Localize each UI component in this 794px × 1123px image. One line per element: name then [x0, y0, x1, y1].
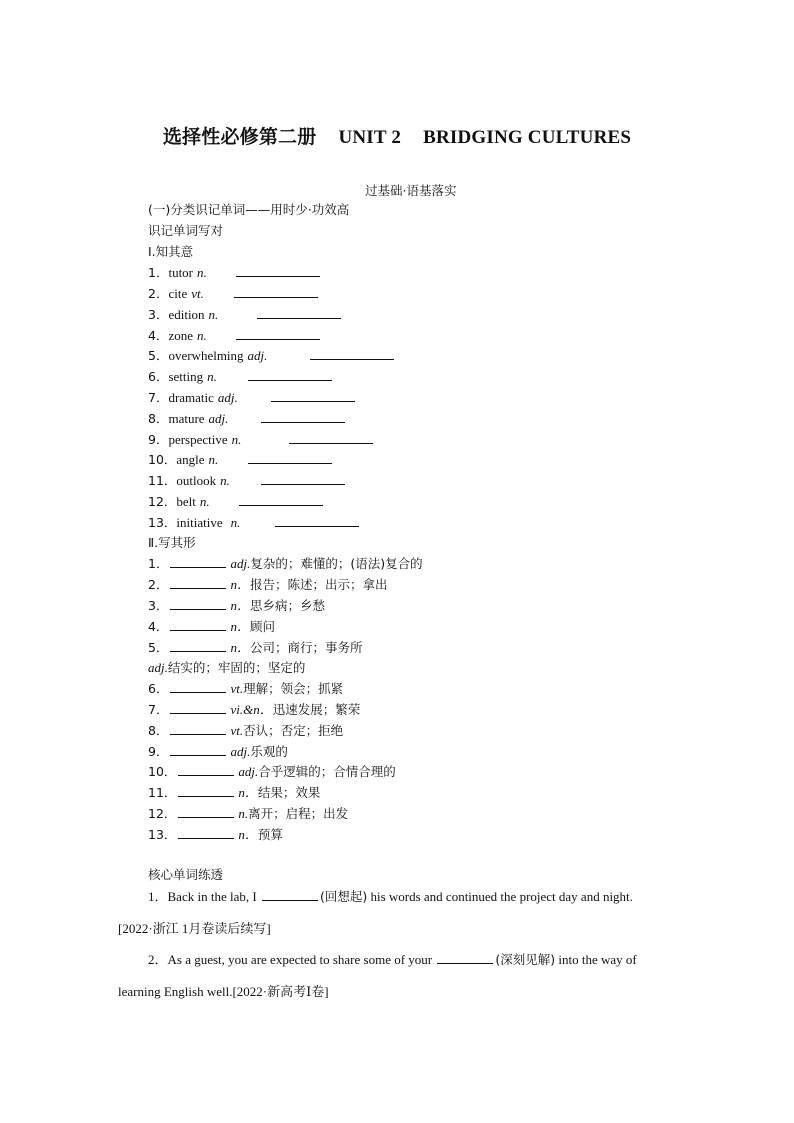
item-pos: vt. [230, 681, 244, 696]
item-number: 11． [148, 473, 177, 488]
item-number: 5． [148, 348, 169, 363]
item-word: angle [176, 452, 205, 467]
item-word: overwhelming [168, 348, 244, 363]
item-word: cite [168, 286, 188, 301]
list-item [148, 452, 218, 468]
item-pos: n. [196, 328, 207, 343]
question-text: his words and continued the project day and night. [370, 889, 633, 904]
item-word: zone [168, 328, 193, 343]
list-item [148, 494, 210, 510]
item-pos: n． [238, 827, 258, 842]
answer-blank[interactable] [248, 369, 332, 381]
item-number: 4． [148, 328, 169, 343]
answer-blank[interactable] [289, 432, 373, 444]
item-pos: n. [208, 452, 219, 467]
list-item [148, 577, 387, 593]
answer-blank[interactable] [248, 452, 332, 464]
item-pos: n. [231, 432, 242, 447]
item-word: edition [168, 307, 205, 322]
answer-blank[interactable] [310, 348, 394, 360]
answer-blank[interactable] [170, 598, 226, 610]
item-meaning: 乐观的 [250, 744, 288, 759]
item-number: 13． [148, 827, 177, 842]
practice-heading: 核心单词练透 [148, 867, 224, 882]
list-item [148, 764, 396, 780]
item-number: 10． [148, 452, 177, 467]
list-item [148, 411, 228, 427]
question-source: [2022·浙江 1月卷读后续写] [118, 921, 271, 936]
answer-blank[interactable] [236, 265, 320, 277]
item-number: 1． [148, 265, 169, 280]
item-meaning: 报告；陈述；出示；拿出 [249, 577, 388, 592]
section-title: (一)分类识记单词——用时少·功效高 [148, 202, 350, 217]
question-text: Back in the lab, I [167, 889, 257, 904]
answer-blank[interactable] [271, 390, 355, 402]
list-item [148, 640, 362, 656]
answer-blank[interactable] [234, 286, 318, 298]
list-item [148, 827, 283, 843]
item-pos: n. [238, 806, 249, 821]
item-number: 6． [148, 681, 169, 696]
answer-blank[interactable] [257, 307, 341, 319]
item-number: 11． [148, 785, 177, 800]
list-item [148, 390, 238, 406]
list-item [148, 348, 267, 364]
practice-question-1 [148, 889, 633, 905]
item-pos: n. [207, 369, 217, 384]
item-pos: n． [238, 785, 258, 800]
item-meaning: 复杂的；难懂的；(语法)复合的 [250, 556, 423, 571]
item-number: 12． [148, 806, 177, 821]
list-item [148, 369, 217, 385]
item-pos: vi.&n． [230, 702, 273, 717]
item-pos: vt. [230, 723, 244, 738]
item-word: dramatic [168, 390, 214, 405]
item-meaning: 结果；效果 [257, 785, 321, 800]
item-number: 13． [148, 515, 177, 530]
item-pos: n. [220, 473, 230, 488]
item-meaning: 离开；启程；出发 [248, 806, 349, 821]
list-item [148, 723, 343, 739]
item-pos: n． [230, 640, 250, 655]
answer-blank[interactable] [170, 556, 226, 568]
answer-blank[interactable] [170, 619, 226, 631]
item-number: 5． [148, 640, 169, 655]
item-meaning: 否认；否定；拒绝 [243, 723, 344, 738]
item-number: 8． [148, 411, 169, 426]
item-pos: n． [230, 598, 250, 613]
answer-blank[interactable] [170, 702, 226, 714]
answer-blank[interactable] [178, 764, 234, 776]
answer-blank[interactable] [239, 494, 323, 506]
list-item [148, 556, 423, 572]
item-number: 6． [148, 369, 169, 384]
item-word: mature [168, 411, 205, 426]
list-item [148, 702, 360, 718]
item-pos: n． [230, 577, 250, 592]
question-text: learning English well. [118, 984, 233, 999]
answer-blank[interactable] [170, 744, 226, 756]
item-meaning: 结实的；牢固的；坚定的 [167, 660, 306, 675]
item-meaning: 顾问 [249, 619, 275, 634]
item-number: 9． [148, 432, 169, 447]
answer-blank[interactable] [261, 411, 345, 423]
list-item [148, 598, 325, 614]
part-i-heading: Ⅰ.知其意 [148, 244, 194, 259]
subsection-title: 识记单词写对 [148, 223, 224, 238]
item-number: 2． [148, 577, 169, 592]
item-number: 12． [148, 494, 177, 509]
answer-blank[interactable] [178, 827, 234, 839]
answer-blank[interactable] [170, 640, 226, 652]
list-item [148, 432, 241, 448]
question-text: As a guest, you are expected to share some of your [167, 952, 433, 967]
answer-blank[interactable] [261, 473, 345, 485]
item-pos: adj. [208, 411, 229, 426]
list-item [148, 265, 207, 281]
item-pos: adj. [230, 744, 251, 759]
question-hint: (深刻见解) [495, 952, 556, 967]
item-pos: n. [230, 515, 241, 530]
practice-question-2 [148, 952, 637, 968]
question-text: into the way of [558, 952, 637, 967]
item-pos: n． [230, 619, 250, 634]
item-number: 9． [148, 744, 169, 759]
item-pos: adj. [217, 390, 238, 405]
question-source: [2022·新高考Ⅰ卷] [232, 984, 329, 999]
item-word: belt [176, 494, 196, 509]
list-item [148, 515, 240, 531]
item-word: outlook [176, 473, 217, 488]
list-item-continuation [148, 660, 305, 676]
item-number: 3． [148, 307, 169, 322]
list-item [148, 307, 218, 323]
item-number: 7． [148, 390, 169, 405]
list-item [148, 473, 230, 489]
part-ii-heading: Ⅱ.写其形 [148, 535, 196, 550]
list-item [148, 681, 343, 697]
item-number: 2． [148, 286, 169, 301]
item-word: setting [168, 369, 204, 384]
question-number: 2． [148, 952, 168, 967]
list-item [148, 806, 348, 822]
item-word: tutor [168, 265, 194, 280]
item-word: initiative [176, 515, 223, 530]
title-unit: UNIT 2 [338, 127, 402, 148]
item-number: 1． [148, 556, 169, 571]
item-number: 8． [148, 723, 169, 738]
item-pos: vt. [191, 286, 204, 301]
list-item [148, 619, 275, 635]
item-pos: adj. [148, 660, 168, 675]
page-title [0, 122, 794, 149]
answer-blank[interactable] [170, 577, 226, 589]
answer-blank[interactable] [178, 785, 234, 797]
item-number: 4． [148, 619, 169, 634]
item-pos: adj. [247, 348, 268, 363]
answer-blank[interactable] [275, 515, 359, 527]
answer-blank[interactable] [178, 806, 234, 818]
item-meaning: 公司；商行；事务所 [249, 640, 363, 655]
item-pos: adj. [230, 556, 251, 571]
answer-blank[interactable] [170, 681, 226, 693]
item-number: 3． [148, 598, 169, 613]
title-theme: BRIDGING CULTURES [423, 127, 632, 148]
item-pos: n. [208, 307, 219, 322]
item-pos: n. [199, 494, 210, 509]
section-subheading: 过基础·语基落实 [365, 183, 457, 198]
list-item [148, 286, 204, 302]
item-number: 10． [148, 764, 177, 779]
answer-blank[interactable] [236, 328, 320, 340]
item-meaning: 思乡病；乡愁 [249, 598, 325, 613]
question-number: 1． [148, 889, 168, 904]
item-meaning: 迅速发展；繁荣 [272, 702, 361, 717]
practice-question-2-cont [118, 984, 329, 1000]
item-pos: n. [197, 265, 207, 280]
item-meaning: 预算 [257, 827, 283, 842]
list-item [148, 328, 207, 344]
list-item [148, 744, 288, 760]
item-meaning: 合乎逻辑的；合情合理的 [258, 764, 396, 779]
item-meaning: 理解；领会；抓紧 [243, 681, 344, 696]
answer-blank[interactable] [262, 889, 318, 901]
item-number: 7． [148, 702, 169, 717]
title-book: 选择性必修第二册 [162, 127, 317, 148]
answer-blank[interactable] [437, 952, 493, 964]
question-hint: (回想起) [319, 889, 368, 904]
item-word: perspective [168, 432, 228, 447]
item-pos: adj. [238, 764, 259, 779]
list-item [148, 785, 320, 801]
answer-blank[interactable] [170, 723, 226, 735]
